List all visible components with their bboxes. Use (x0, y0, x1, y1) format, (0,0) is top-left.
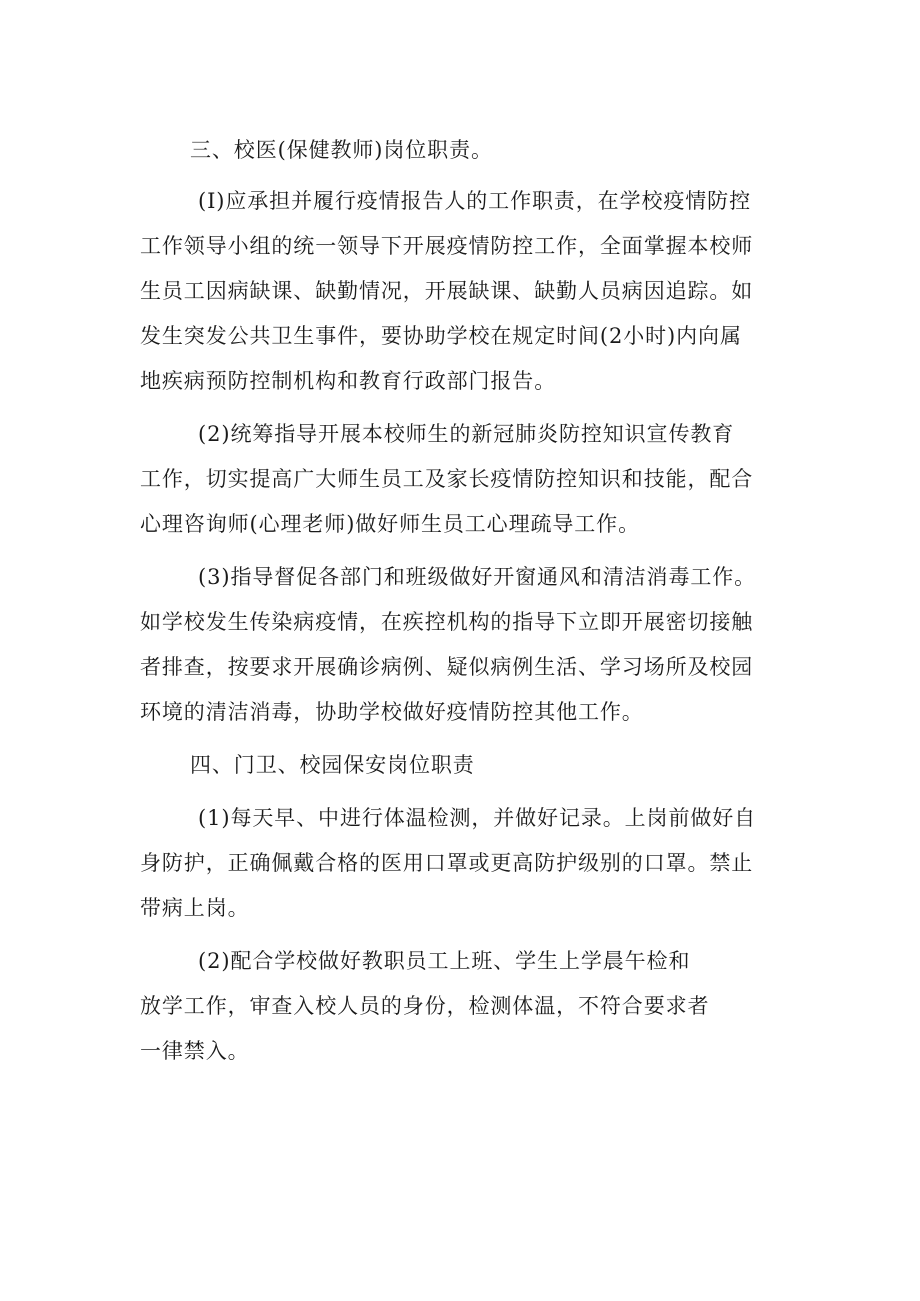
document-body (140, 128, 800, 1074)
paragraph-line: 生员工因病缺课、缺勤情况，开展缺课、缺勤人员病因追踪。如 (140, 279, 754, 303)
paragraph-line: (1)每天早、中进行体温检测，并做好记录。上岗前做好自 (198, 806, 757, 830)
paragraph-line: (2)统筹指导开展本校师生的新冠肺炎防控知识宣传教育 (198, 422, 735, 446)
paragraph-3-1 (140, 179, 800, 404)
paragraph-line: (I)应承担并履行疫情报告人的工作职责，在学校疫情防控 (198, 189, 751, 213)
paragraph-line: 发生突发公共卫生事件，要协助学校在规定时间(2小时)内向属 (140, 324, 742, 348)
paragraph-3-3 (140, 555, 800, 735)
paragraph-line: 地疾病预防控制机构和教育行政部门报告。 (140, 369, 557, 393)
paragraph-line: 工作，切实提高广大师生员工及家长疫情防控知识和技能，配合 (140, 467, 754, 491)
paragraph-3-2 (140, 412, 800, 547)
paragraph-line: 心理咨询师(心理老师)做好师生员工心理疏导工作。 (140, 512, 640, 536)
section-heading-4: 四、门卫、校园保安岗位职责 (190, 753, 475, 777)
paragraph-line: 如学校发生传染病疫情，在疾控机构的指导下立即开展密切接触 (140, 610, 754, 634)
paragraph-4-1 (140, 796, 800, 931)
paragraph-line: 工作领导小组的统一领导下开展疫情防控工作，全面掌握本校师 (140, 234, 754, 258)
paragraph-line: 放学工作，审查入校人员的身份，检测体温，不符合要求者 (140, 994, 710, 1018)
paragraph-line: 环境的清洁消毒，协助学校做好疫情防控其他工作。 (140, 700, 644, 724)
paragraph-line: 者排查，按要求开展确诊病例、疑似病例生活、学习场所及校园 (140, 655, 754, 679)
paragraph-line: 身防护，正确佩戴合格的医用口罩或更高防护级别的口罩。禁止 (140, 851, 754, 875)
paragraph-4-2 (140, 939, 800, 1074)
paragraph-line: 带病上岗。 (140, 896, 250, 920)
section-heading-3: 三、校医(保健教师)岗位职责。 (190, 138, 493, 162)
paragraph-line: (2)配合学校做好教职员工上班、学生上学晨午检和 (198, 949, 691, 973)
paragraph-line: 一律禁入。 (140, 1039, 250, 1063)
paragraph-line: (3)指导督促各部门和班级做好开窗通风和清洁消毒工作。 (198, 565, 757, 589)
